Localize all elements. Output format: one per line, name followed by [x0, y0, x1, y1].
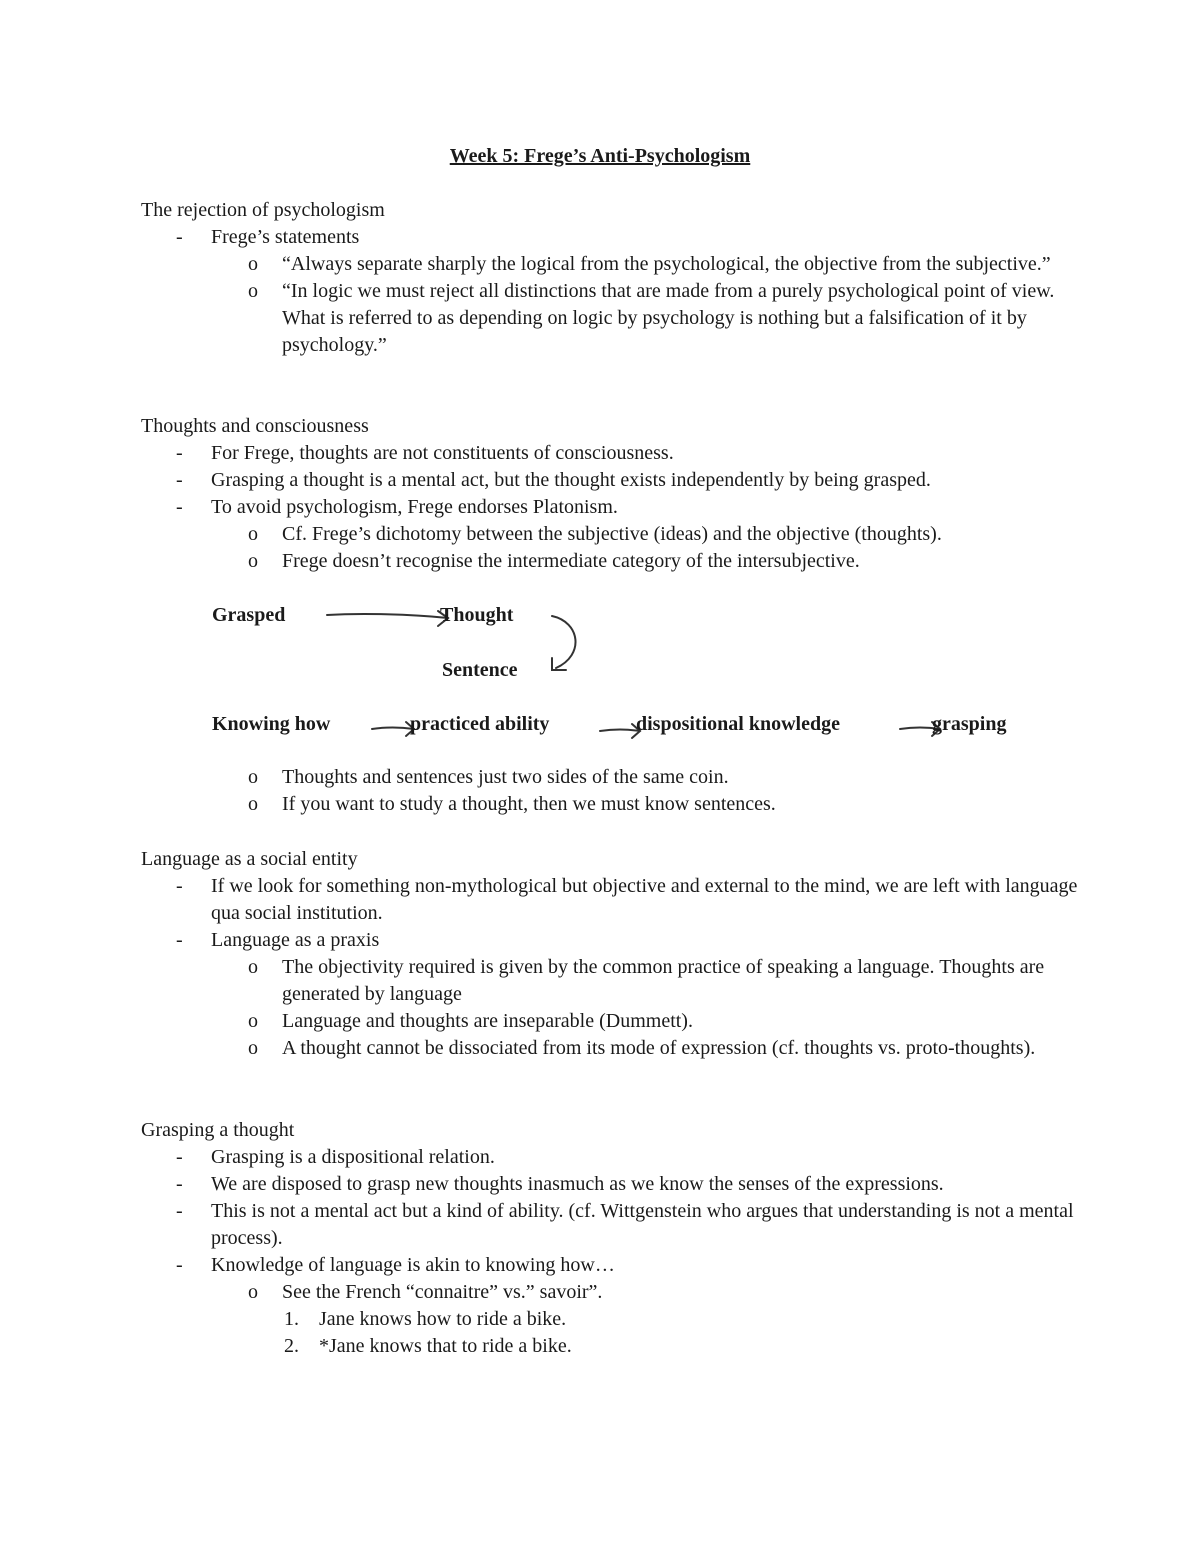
diagram-node-sentence: Sentence	[442, 659, 518, 681]
sub-list-item: o See the French “connaitre” vs.” savoir”.	[141, 1279, 1081, 1306]
circle-bullet: o	[248, 1281, 258, 1303]
circle-bullet: o	[248, 523, 258, 545]
list-item: - We are disposed to grasp new thoughts inasmuch as we know the senses of the expressions.	[141, 1171, 1081, 1198]
dash-bullet: -	[176, 1173, 183, 1195]
sub-list-item: o Language and thoughts are inseparable (Dummett).	[141, 1008, 1081, 1035]
dash-bullet: -	[176, 226, 183, 248]
list-item: - Knowledge of language is akin to knowing how…	[141, 1252, 1081, 1279]
sub-list-item: o A thought cannot be dissociated from its mode of expression (cf. thoughts vs. proto-thoughts).	[141, 1035, 1081, 1062]
list-item: - This is not a mental act but a kind of ability. (cf. Wittgenstein who argues that understanding is not a mental process).	[176, 1200, 1074, 1249]
circle-bullet: o	[248, 280, 258, 302]
document-title: Week 5: Frege’s Anti-Psychologism	[449, 145, 751, 167]
circle-bullet: o	[248, 1010, 258, 1032]
diagram-node-practiced-ability: practiced ability	[410, 713, 550, 735]
section-diagram-notes	[141, 764, 1081, 818]
sub-list-item: o Thoughts and sentences just two sides of the same coin.	[141, 764, 1081, 791]
arrow-grasped-thought	[327, 614, 448, 618]
arrow-thought-sentence	[552, 616, 576, 668]
dash-bullet: -	[176, 496, 183, 518]
circle-bullet: o	[248, 253, 258, 275]
diagram-arrows	[0, 0, 1200, 760]
section-grasping	[141, 1117, 1081, 1360]
circle-bullet: o	[248, 766, 258, 788]
sub-list-item: o Frege doesn’t recognise the intermediate category of the intersubjective.	[141, 548, 1081, 575]
sub-list-item: o If you want to study a thought, then we must know sentences.	[141, 791, 1081, 818]
section-heading: Language as a social entity	[141, 848, 358, 870]
example-number: 1.	[284, 1308, 299, 1330]
list-item: - To avoid psychologism, Frege endorses Platonism.	[141, 494, 1081, 521]
list-item: - Grasping a thought is a mental act, but the thought exists independently by being grasped.	[141, 467, 1081, 494]
dash-bullet: -	[176, 1146, 183, 1168]
dash-bullet: -	[176, 1200, 183, 1222]
numbered-example: 2. *Jane knows that to ride a bike.	[141, 1333, 1081, 1360]
list-item: - Language as a praxis	[141, 927, 1081, 954]
list-item: - For Frege, thoughts are not constituents of consciousness.	[141, 440, 1081, 467]
dash-bullet: -	[176, 1254, 183, 1276]
diagram-node-dispositional-knowledge: dispositional knowledge	[636, 713, 840, 735]
arrow-practiced-dispositional	[600, 730, 640, 732]
example-number: 2.	[284, 1335, 299, 1357]
circle-bullet: o	[248, 1037, 258, 1059]
dash-bullet: -	[176, 469, 183, 491]
diagram-node-grasping: grasping	[932, 713, 1007, 735]
list-item: - Grasping is a dispositional relation.	[141, 1144, 1081, 1171]
dash-bullet: -	[176, 929, 183, 951]
list-item: - Frege’s statements	[141, 224, 1081, 251]
circle-bullet: o	[248, 793, 258, 815]
arrow-knowing-practiced	[372, 728, 414, 730]
dash-bullet: -	[176, 442, 183, 464]
diagram-node-thought: Thought	[440, 604, 514, 626]
section-heading: Grasping a thought	[141, 1119, 295, 1141]
diagram-node-knowing-how: Knowing how	[212, 713, 331, 735]
circle-bullet: o	[248, 550, 258, 572]
sub-list-item: o “In logic we must reject all distinctions that are made from a purely psychological point of view. What is referred to as depending on logic by psychology is nothing but a falsification of it by psychology.”	[248, 280, 1055, 356]
dash-bullet: -	[176, 875, 183, 897]
numbered-example: 1. Jane knows how to ride a bike.	[141, 1306, 1081, 1333]
section-language	[141, 846, 1081, 1062]
list-item: - If we look for something non-mythological but objective and external to the mind, we are left with language qua social institution.	[176, 875, 1078, 924]
diagram-node-grasped: Grasped	[212, 604, 286, 626]
sub-list-item: o “Always separate sharply the logical from the psychological, the objective from the subjective.”	[141, 251, 1081, 278]
sub-list-item: o Cf. Frege’s dichotomy between the subjective (ideas) and the objective (thoughts).	[141, 521, 1081, 548]
section-heading: Thoughts and consciousness	[141, 415, 369, 437]
section-heading: The rejection of psychologism	[141, 199, 385, 221]
circle-bullet: o	[248, 956, 258, 978]
sub-list-item: o The objectivity required is given by the common practice of speaking a language. Thoughts are generated by language	[248, 956, 1045, 1005]
